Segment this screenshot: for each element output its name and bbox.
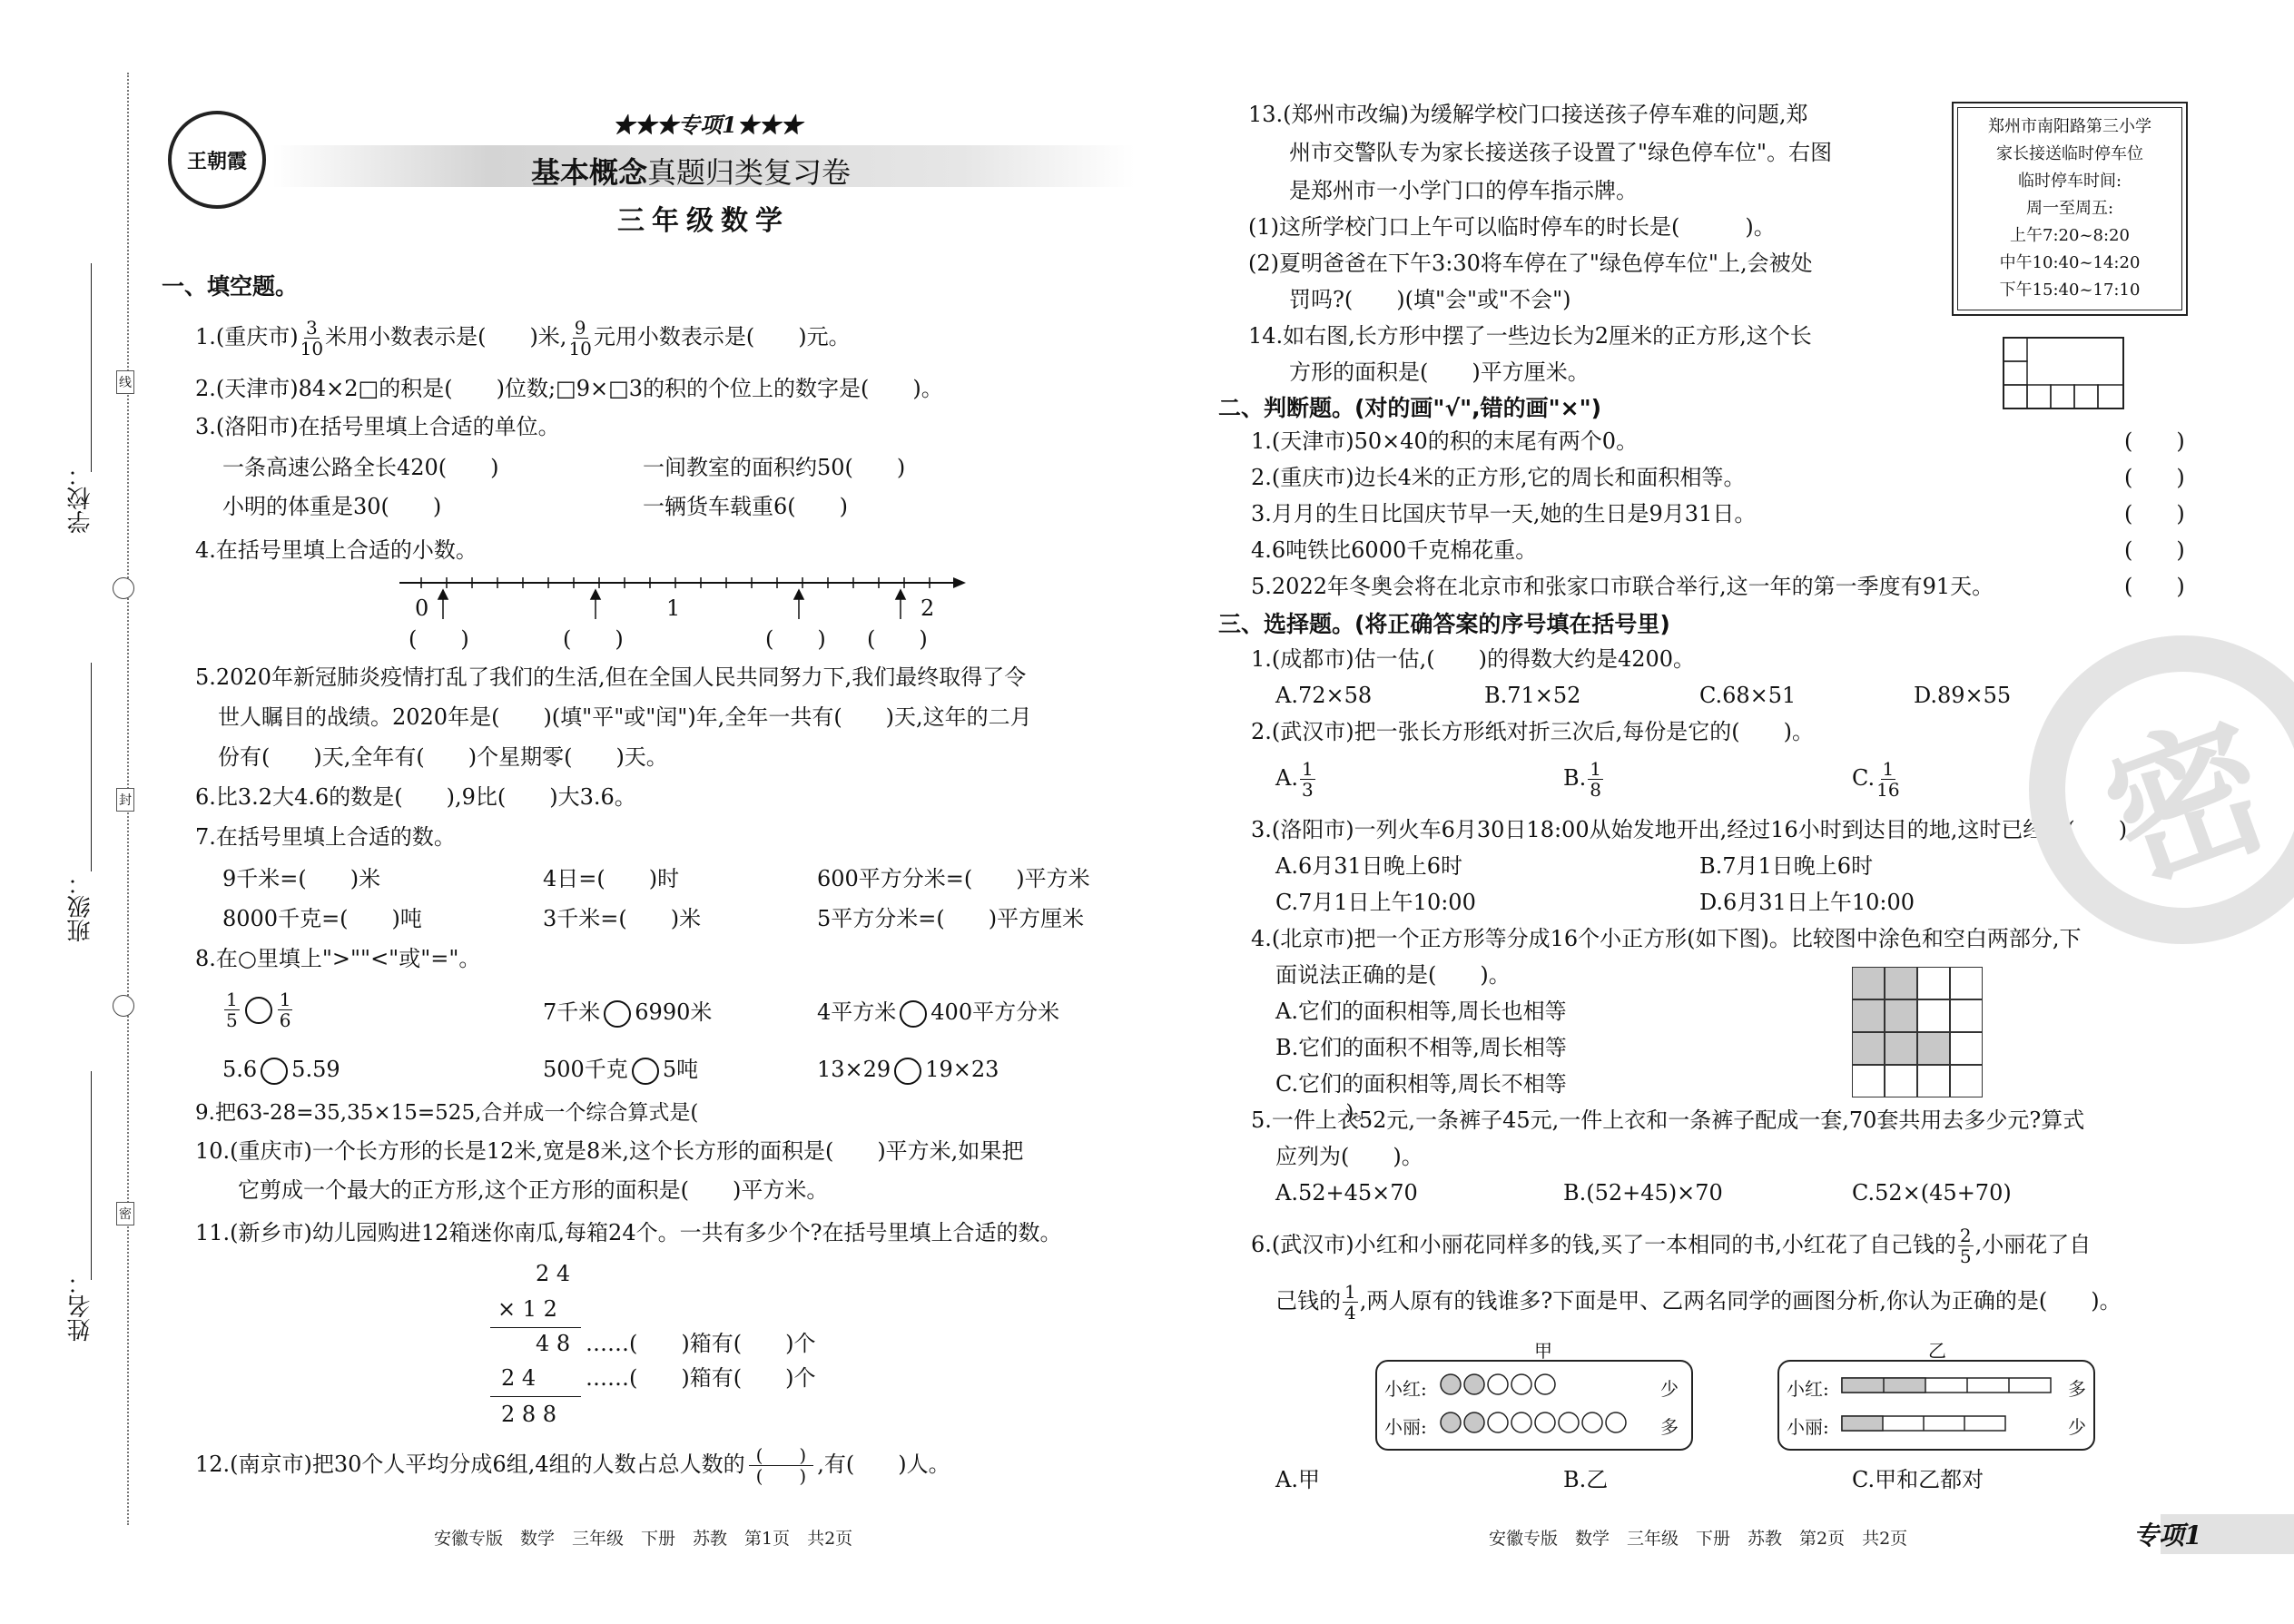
judge-5-answer[interactable]: ( ) — [2124, 574, 2185, 599]
c2-a-frac — [1300, 759, 1315, 800]
sign-line-6: 中午10:40~14:20 — [1999, 253, 2141, 272]
q12-fraction-blank[interactable] — [749, 1445, 814, 1486]
choice-5-line-2: 应列为( )。 — [1275, 1144, 1423, 1169]
question-2: 2.(天津市)84×2□的积是( )位数;□9×□3的积的个位上的数字是( )。 — [195, 376, 943, 401]
left-footer: 安徽专版 数学 三年级 下册 苏教 第1页 共2页 — [434, 1529, 853, 1549]
compare-circle[interactable] — [261, 1058, 288, 1085]
q12-num-blank: ( ) — [749, 1445, 814, 1466]
corner-tag: 专项1 — [2133, 1521, 2202, 1550]
q1-prefix: 1.(重庆市) — [195, 324, 299, 349]
yi-xiaoli-label: 小丽: — [1787, 1416, 1829, 1438]
q5-line-3: 份有( )天,全年有( )个星期零( )天。 — [218, 744, 668, 770]
q8-frac-2 — [278, 989, 293, 1030]
sign-line-3: 临时停车时间: — [2017, 172, 2122, 191]
sign-line-1: 郑州市南阳路第三小学 — [1988, 117, 2151, 136]
choice-1: 1.(成都市)估一估,( )的得数大约是4200。 — [1251, 646, 1696, 672]
name-line — [91, 1071, 92, 1280]
grid-cell-blank — [1917, 999, 1950, 1032]
c2-c-den: 16 — [1876, 779, 1900, 801]
q13-line-2: 州市交警队专为家长接送孩子设置了"绿色停车位"。右图 — [1289, 140, 1833, 165]
grid-cell-shaded — [1885, 999, 1917, 1032]
judge-3: 3.月月的生日比国庆节早一天,她的生日是9月31日。 — [1251, 501, 1757, 527]
choice-6-a: A.甲 — [1275, 1467, 1320, 1492]
q7-f: 5平方分米=( )平方厘米 — [817, 906, 1085, 931]
nl-label-2: 2 — [921, 595, 935, 621]
q1-mid: 米用小数表示是( )米, — [325, 324, 567, 349]
judge-2: 2.(重庆市)边长4米的正方形,它的周长和面积相等。 — [1251, 465, 1746, 490]
jia-xiaohong-shao: 少 — [1660, 1378, 1679, 1400]
q5-line-1: 5.2020年新冠肺炎疫情打乱了我们的生活,但在全国人民共同努力下,我们最终取得了令 — [195, 664, 1027, 690]
title-bold: 基本概念 — [531, 155, 648, 190]
choice-6-line-1 — [1251, 1225, 2091, 1266]
question-9: 9.把63-28=35,35×15=525,合并成一个综合算式是( )。 — [195, 1101, 1375, 1125]
c6-frac-2 — [1343, 1282, 1358, 1323]
q1-suffix: 元用小数表示是( )元。 — [593, 324, 851, 349]
choice-1-a: A.72×58 — [1275, 683, 1373, 708]
q8-b-left: 7千米 — [543, 999, 601, 1025]
yi-xiaoli-shao: 少 — [2068, 1416, 2086, 1438]
mult-row-2: × 1 2 — [497, 1296, 557, 1322]
question-3: 3.(洛阳市)在括号里填上合适的单位。 — [195, 414, 560, 439]
school-line — [91, 263, 92, 472]
nl-blank-3: ( ) — [765, 626, 826, 652]
q1-fraction-1 — [300, 318, 323, 359]
yi-xiaohong-label: 小红: — [1787, 1378, 1829, 1400]
nl-blank-1: ( ) — [409, 626, 469, 652]
section-judge: 二、判断题。(对的画"√",错的画"×") — [1218, 395, 1602, 421]
q8-g-left: 13×29 — [817, 1057, 891, 1082]
yi-xiaohong-bar — [1841, 1376, 2059, 1396]
choice-4-b: B.它们的面积不相等,周长相等 — [1275, 1035, 1567, 1060]
q12-den-blank: ( ) — [755, 1465, 807, 1487]
q13-part-1: (1)这所学校门口上午可以临时停车的时长是( )。 — [1248, 214, 1776, 240]
choice-5-c: C.52×(45+70) — [1852, 1180, 2012, 1206]
seal-mark: 封 — [116, 788, 134, 812]
school-label: 学校： — [67, 463, 94, 534]
q5-line-2: 世人瞩目的战绩。2020年是( )(填"平"或"闰")年,全年一共有( )天,这年的二月 — [218, 704, 1032, 730]
topic-tag: ★★★专项1★★★ — [613, 112, 802, 138]
class-line — [91, 663, 92, 871]
q7-a: 9千米=( )米 — [222, 866, 381, 891]
question-11: 11.(新乡市)幼儿园购进12箱迷你南瓜,每箱24个。一共有多少个?在括号里填上合适的数。 — [195, 1220, 1062, 1245]
q8-b — [543, 996, 712, 1029]
question-7: 7.在括号里填上合适的数。 — [195, 824, 456, 850]
yi-xiaohong-duo: 多 — [2068, 1378, 2086, 1400]
grid-cell-blank — [1950, 967, 1983, 999]
q14-line-1: 14.如右图,长方形中摆了一些边长为2厘米的正方形,这个长 — [1248, 323, 1812, 349]
judge-2-answer[interactable]: ( ) — [2124, 465, 2185, 490]
c6-f2-den: 4 — [1344, 1302, 1356, 1324]
q7-b: 4日=( )时 — [543, 866, 680, 891]
choice-2-a — [1275, 759, 1317, 800]
q13-part-2b: 罚吗?( )(填"会"或"不会") — [1289, 287, 1571, 312]
judge-3-answer[interactable]: ( ) — [2124, 501, 2185, 527]
c6-f1-num: 2 — [1959, 1225, 1972, 1246]
question-4: 4.在括号里填上合适的小数。 — [195, 537, 478, 563]
page-subtitle: 三年级数学 — [617, 205, 790, 237]
c2-c-frac — [1876, 759, 1899, 800]
jia-xiaoli-circles — [1439, 1409, 1639, 1436]
q8-f1-num: 1 — [226, 989, 238, 1010]
nl-blank-4: ( ) — [867, 626, 928, 652]
jia-xiaohong-circles — [1439, 1371, 1566, 1398]
grid-cell-shaded — [1852, 999, 1885, 1032]
q8-f2-den: 6 — [279, 1009, 291, 1031]
choice-3-b: B.7月1日晚上6时 — [1699, 853, 1874, 879]
name-label: 姓名： — [67, 1271, 94, 1342]
c6-f2-num: 1 — [1344, 1281, 1356, 1303]
q1-f2-num: 9 — [574, 317, 586, 339]
q14-rectangle-figure — [2002, 336, 2129, 413]
watermark-seal-text: 密 — [2084, 692, 2292, 914]
class-label: 班级： — [67, 871, 94, 942]
judge-4: 4.6吨铁比6000千克棉花重。 — [1251, 537, 1538, 563]
fig-yi-box — [1777, 1360, 2095, 1451]
q7-d: 8000千克=( )吨 — [222, 906, 422, 931]
mult-row-4: 2 4 — [501, 1365, 537, 1391]
question-6: 6.比3.2大4.6的数是( ),9比( )大3.6。 — [195, 784, 636, 810]
q3-item-c: 小明的体重是30( ) — [222, 494, 442, 519]
question-12 — [195, 1445, 950, 1486]
grid-cell-blank — [1950, 1065, 1983, 1097]
mult-rule-2 — [490, 1396, 581, 1397]
compare-circle[interactable] — [632, 1058, 659, 1085]
question-8: 8.在○里填上">""<"或"="。 — [195, 946, 481, 971]
c2-b-num: 1 — [1590, 758, 1601, 780]
nl-blank-2: ( ) — [563, 626, 624, 652]
q10-line-2: 它剪成一个最大的正方形,这个正方形的面积是( )平方米。 — [238, 1177, 829, 1203]
binding-hole-2 — [113, 995, 134, 1017]
grid-cell-blank — [1950, 1032, 1983, 1065]
q8-d-left: 5.6 — [222, 1057, 258, 1082]
c6-frac-1 — [1958, 1225, 1974, 1266]
compare-circle[interactable] — [894, 1058, 921, 1085]
choice-3-d: D.6月31日上午10:00 — [1699, 890, 1915, 915]
q8-e-right: 5吨 — [662, 1057, 699, 1082]
c2-a-label: A. — [1275, 765, 1298, 791]
question-1 — [195, 318, 851, 359]
q3-item-b: 一间教室的面积约50( ) — [643, 455, 906, 480]
choice-2-b — [1563, 759, 1605, 800]
choice-6-c: C.甲和乙都对 — [1852, 1467, 1984, 1492]
jia-xiaoli-label: 小丽: — [1384, 1416, 1427, 1438]
c2-b-label: B. — [1563, 765, 1587, 791]
grid-cell-blank — [1950, 999, 1983, 1032]
q8-f2-num: 1 — [279, 989, 291, 1010]
jia-xiaoli-duo: 多 — [1660, 1416, 1679, 1438]
q8-e — [543, 1053, 698, 1086]
choice-4-a: A.它们的面积相等,周长也相等 — [1275, 999, 1567, 1024]
choice-5-line-1: 5.一件上衣52元,一条裤子45元,一件上衣和一条裤子配成一套,70套共用去多少元?算式 — [1251, 1107, 2085, 1133]
choice-4-line-1: 4.(北京市)把一个正方形等分成16个小正方形(如下图)。比较图中涂色和空白两部分,下 — [1251, 926, 2082, 951]
q1-f1-den: 10 — [300, 338, 324, 359]
q8-e-left: 500千克 — [543, 1057, 628, 1082]
mult-row-3-note: ……( )箱有( )个 — [586, 1331, 816, 1356]
c2-b-frac — [1588, 759, 1603, 800]
right-footer: 安徽专版 数学 三年级 下册 苏教 第2页 共2页 — [1489, 1529, 1908, 1549]
grid-cell-shaded — [1885, 1032, 1917, 1065]
mult-row-1: 2 4 — [536, 1261, 571, 1286]
q1-f1-num: 3 — [305, 317, 318, 339]
grid-cell-blank — [1917, 967, 1950, 999]
q13-line-3: 是郑州市一小学门口的停车指示牌。 — [1289, 178, 1638, 203]
line-mark: 线 — [116, 370, 134, 394]
c2-c-label: C. — [1852, 765, 1876, 791]
q12-suffix: ,有( )人。 — [817, 1452, 950, 1477]
q8-c — [817, 996, 1059, 1029]
judge-5: 5.2022年冬奥会将在北京市和张家口市联合举行,这一年的第一季度有91天。 — [1251, 574, 1994, 599]
compare-circle[interactable] — [245, 997, 272, 1024]
seal2-mark: 密 — [116, 1202, 134, 1225]
choice-6-b: B.乙 — [1563, 1467, 1609, 1492]
c2-b-den: 8 — [1590, 779, 1601, 801]
grid-cell-blank — [1885, 1065, 1917, 1097]
watermark-seal — [2029, 635, 2294, 944]
choice-3-a: A.6月31日晚上6时 — [1275, 853, 1463, 879]
q3-item-d: 一辆货车载重6( ) — [643, 494, 848, 519]
q13-line-1: 13.(郑州市改编)为缓解学校门口接送孩子停车难的问题,郑 — [1248, 102, 1808, 127]
choice-1-c: C.68×51 — [1699, 683, 1797, 708]
q8-f1-den: 5 — [226, 1009, 238, 1031]
grid-cell-shaded — [1885, 967, 1917, 999]
q8-a — [222, 989, 294, 1030]
mult-row-3: 4 8 — [536, 1331, 571, 1356]
c6-l1-b: ,小丽花了自 — [1974, 1232, 2092, 1257]
choice-3-c: C.7月1日上午10:00 — [1275, 890, 1476, 915]
sign-line-5: 上午7:20~8:20 — [2010, 226, 2130, 245]
choice-4-c: C.它们的面积相等,周长不相等 — [1275, 1071, 1567, 1097]
q1-fraction-2 — [568, 318, 591, 359]
q12-prefix: 12.(南京市)把30个人平均分成6组,4组的人数占总人数的 — [195, 1452, 745, 1477]
q7-c: 600平方分米=( )平方米 — [817, 866, 1090, 891]
fig-yi-label: 乙 — [1928, 1340, 1946, 1362]
sign-line-7: 下午15:40~17:10 — [1999, 281, 2141, 300]
q8-g — [817, 1053, 999, 1086]
grid-cell-shaded — [1917, 1032, 1950, 1065]
nl-label-0: 0 — [415, 595, 429, 621]
q8-d-right: 5.59 — [291, 1057, 340, 1082]
grid-cell-shaded — [1852, 1032, 1885, 1065]
sign-line-4: 周一至周五: — [2025, 199, 2114, 218]
q13-part-2a: (2)夏明爸爸在下午3:30将车停在了"绿色停车位"上,会被处 — [1248, 251, 1813, 276]
c2-a-num: 1 — [1301, 758, 1314, 780]
binding-hole-1 — [113, 577, 134, 599]
c6-l2-b: ,两人原有的钱谁多?下面是甲、乙两名同学的画图分析,你认为正确的是( )。 — [1359, 1288, 2122, 1314]
section-choice: 三、选择题。(将正确答案的序号填在括号里) — [1218, 611, 1670, 637]
c2-a-den: 3 — [1301, 779, 1314, 801]
q8-b-right: 6990米 — [635, 999, 713, 1025]
choice-6-line-2 — [1275, 1282, 2122, 1323]
q14-line-2: 方形的面积是( )平方厘米。 — [1289, 359, 1590, 385]
q8-d — [222, 1053, 340, 1086]
choice-2-c — [1852, 759, 1902, 800]
mult-row-5: 2 8 8 — [501, 1402, 557, 1427]
square-grid-figure — [1852, 967, 1983, 1097]
choice-1-d: D.89×55 — [1914, 683, 2012, 708]
section-fill-blank: 一、填空题。 — [162, 273, 299, 300]
q10-line-1: 10.(重庆市)一个长方形的长是12米,宽是8米,这个长方形的面积是( )平方米,如果把 — [195, 1138, 1024, 1164]
sign-line-2: 家长接送临时停车位 — [1996, 144, 2143, 163]
q8-g-right: 19×23 — [925, 1057, 999, 1082]
fig-jia-label: 甲 — [1534, 1340, 1552, 1362]
choice-3: 3.(洛阳市)一列火车6月30日18:00从始发地开出,经过16小时到达目的地,这时已经是( )。 — [1251, 817, 2150, 842]
title-rest: 真题归类复习卷 — [647, 155, 852, 190]
grid-cell-blank — [1852, 1065, 1885, 1097]
judge-4-answer[interactable]: ( ) — [2124, 537, 2185, 563]
jia-xiaohong-label: 小红: — [1384, 1378, 1427, 1400]
page-title — [531, 150, 851, 192]
q3-item-a: 一条高速公路全长420( ) — [222, 455, 499, 480]
c6-l2-a: 己钱的 — [1275, 1288, 1341, 1314]
q7-e: 3千米=( )米 — [543, 906, 702, 931]
grid-cell-blank — [1917, 1065, 1950, 1097]
c6-l1-a: 6.(武汉市)小红和小丽花同样多的钱,买了一本相同的书,小红花了自己钱的 — [1251, 1232, 1956, 1257]
q8-c-right: 400平方分米 — [930, 999, 1060, 1025]
nl-label-1: 1 — [666, 595, 681, 621]
brand-logo — [168, 111, 266, 209]
brand-logo-text: 王朝霞 — [186, 149, 247, 173]
parking-sign — [1952, 102, 2188, 316]
mult-row-4-note: ……( )箱有( )个 — [586, 1365, 816, 1391]
c6-f1-den: 5 — [1959, 1245, 1972, 1267]
yi-xiaoli-bar — [1841, 1414, 2059, 1434]
choice-5-a: A.52+45×70 — [1275, 1180, 1418, 1206]
grid-cell-shaded — [1852, 967, 1885, 999]
compare-circle[interactable] — [900, 1000, 927, 1028]
q8-c-left: 4平方米 — [817, 999, 897, 1025]
choice-1-b: B.71×52 — [1484, 683, 1581, 708]
choice-5-b: B.(52+45)×70 — [1563, 1180, 1723, 1206]
choice-2: 2.(武汉市)把一张长方形纸对折三次后,每份是它的( )。 — [1251, 719, 1814, 744]
c2-c-num: 1 — [1882, 758, 1895, 780]
q8-frac-1 — [224, 989, 240, 1030]
judge-1-answer[interactable]: ( ) — [2124, 428, 2185, 454]
compare-circle[interactable] — [604, 1000, 631, 1028]
choice-4-line-2: 面说法正确的是( )。 — [1275, 962, 1511, 988]
judge-1: 1.(天津市)50×40的积的末尾有两个0。 — [1251, 428, 1639, 454]
fig-jia-box — [1375, 1360, 1693, 1451]
q1-f2-den: 10 — [568, 338, 592, 359]
